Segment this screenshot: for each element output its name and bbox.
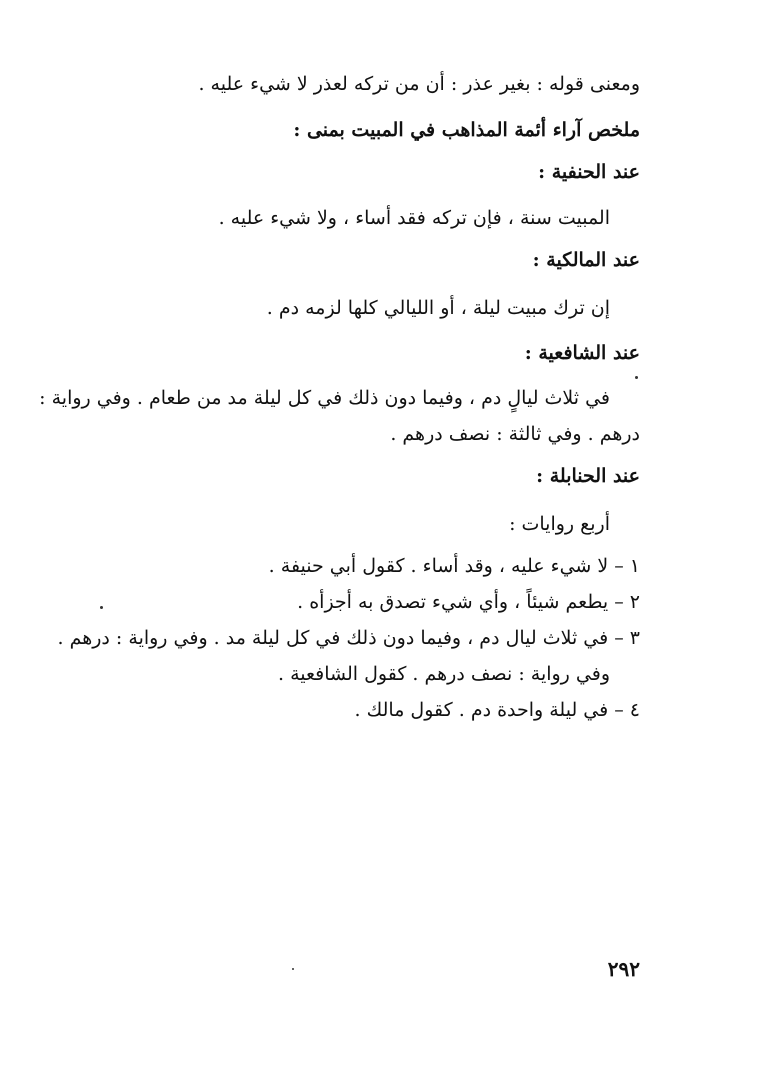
shafii-text-line-1: في ثلاث ليالٍ دم ، وفيما دون ذلك في كل ليلة مد من طعام . وفي رواية : xyxy=(39,387,610,409)
list-item-3-line-1: ٣ – في ثلاث ليال دم ، وفيما دون ذلك في كل ليلة مد . وفي رواية : درهم . xyxy=(57,627,640,649)
hanbali-intro: أربع روايات : xyxy=(509,513,610,535)
hanafi-text: المبيت سنة ، فإن تركه فقد أساء ، ولا شيء عليه . xyxy=(218,207,610,229)
list-item-2: ٢ – يطعم شيئاً ، وأي شيء تصدق به أجزأه . xyxy=(297,591,640,613)
summary-heading: ملخص آراء أئمة المذاهب في المبيت بمنى : xyxy=(293,119,640,141)
scan-speck xyxy=(292,968,294,970)
page-number: ٢٩٢ xyxy=(607,957,640,981)
intro-line: ومعنى قوله : بغير عذر : أن من تركه لعذر لا شيء عليه . xyxy=(198,73,640,95)
scan-speck xyxy=(100,606,103,609)
hanbali-heading: عند الحنابلة : xyxy=(536,465,640,487)
maliki-heading: عند المالكية : xyxy=(532,249,640,271)
hanafi-heading: عند الحنفية : xyxy=(538,161,640,183)
list-item-3-line-2: وفي رواية : نصف درهم . كقول الشافعية . xyxy=(278,663,610,685)
shafii-text-line-2: درهم . وفي ثالثة : نصف درهم . xyxy=(390,423,640,445)
shafii-heading: عند الشافعية : xyxy=(524,342,640,364)
list-item-4: ٤ – في ليلة واحدة دم . كقول مالك . xyxy=(354,699,640,721)
scan-speck xyxy=(635,376,638,379)
maliki-text: إن ترك مبيت ليلة ، أو الليالي كلها لزمه دم . xyxy=(266,297,610,319)
list-item-1: ١ – لا شيء عليه ، وقد أساء . كقول أبي حنيفة . xyxy=(268,555,640,577)
